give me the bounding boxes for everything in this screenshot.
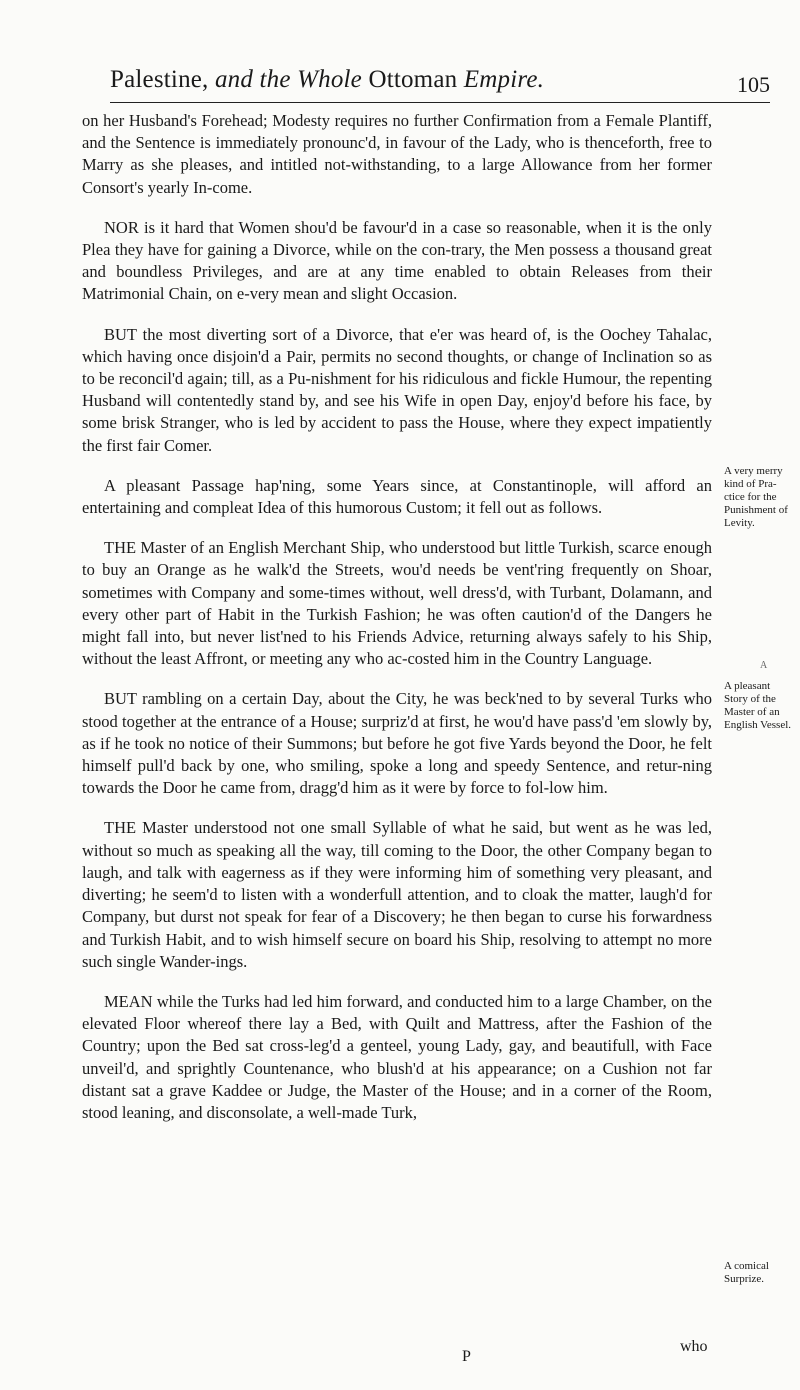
paragraph-3: BUT the most diverting sort of a Divorce, that e'er was heard of, is the Oochey Tahalac, which having once disjoin'd a Pair, permits no second thoughts, or change of Inclination so as to be reconcil'd again; till, as a Pu-nishment for his ridiculous and fickle Humour, the repenting Husband will contentedly stand by, and see his Wife in open Day, enjoy'd before his face, by some brisk Stranger, who is led by accident to pass the House, where they expect impatiently the first fair Comer.: [82, 324, 712, 455]
running-title-connector: and the Whole: [214, 66, 362, 93]
margin-note-master-story: A pleasant Story of the Master of an English Vessel.: [724, 680, 792, 731]
catchword: who: [680, 1338, 708, 1355]
signature-mark: P: [462, 1348, 471, 1365]
running-title: [110, 66, 544, 94]
page-number: 105: [737, 72, 770, 97]
running-title-empire: Empire.: [463, 66, 545, 93]
paragraph-2: NOR is it hard that Women shou'd be favour'd in a case so reasonable, when it is the only Plea they have for gaining a Divorce, while on the con-trary, the Men possess a thousand great and boundless Privileges, and are at any time enabled to obtain Releases from their Matrimonial Chain, on e-very mean and slight Occasion.: [82, 217, 712, 304]
paragraph-7: THE Master understood not one small Syllable of what he said, but went as he was led, without so much as speaking all the way, till coming to the Door, the other Company began to laugh, and talk with eagerness as if they were informing him of something very pleasant, and diverting; he seem'd to listen with a wonderfull attention, and to cloak the matter, laugh'd for Company, but durst not speak for fear of a Discovery; he then began to curse his forwardness and Turkish Habit, and to wish himself secure on board his Ship, resolving to attempt no more such single Wander-ings.: [82, 818, 712, 971]
paragraph-1: on her Husband's Forehead; Modesty requires no further Confirmation from a Female Plantiff, and the Sentence is immediately pronounc'd, in favour of the Lady, who is thenceforth, free to Marry as she pleases, and intitled not-withstanding, to a large Allowance from her former Consort's yearly In-come.: [82, 111, 712, 197]
paragraph-8: MEAN while the Turks had led him forward, and conducted him to a large Chamber, on the elevated Floor whereof there lay a Bed, with Quilt and Mattress, after the Fashion of the Country; upon the Bed sat cross-leg'd a genteel, young Lady, gay, and beautifull, with Face unveil'd, and sprightly Countenance, who blush'd at his appearance; on a Cushion not far distant sat a grave Kaddee or Judge, the Master of the House; and in a corner of the Room, stood leaning, and disconsolate, a well-made Turk,: [82, 991, 712, 1122]
body-text: [82, 110, 712, 1142]
running-title-empire-name: Ottoman: [368, 66, 458, 93]
paragraph-4: A pleasant Passage hap'ning, some Years since, at Constantinople, will afford an entertaining and compleat Idea of this humorous Custom; it fell out as follows.: [82, 475, 712, 518]
paragraph-6: BUT rambling on a certain Day, about the City, he was beck'ned to by several Turks who stood together at the entrance of a House; surpriz'd at first, he wou'd have pass'd 'em slowly by, as if he took no notice of their Summons; but before he got five Yards beyond the Door, he felt himself pull'd back by one, who smiling, spoke a long and speedy Sentence, and retur-ning towards the Door he came from, dragg'd him as it were by force to fol-low him.: [82, 689, 712, 798]
running-header: [110, 62, 770, 103]
paragraph-5: THE Master of an English Merchant Ship, who understood but little Turkish, scarce enough to buy an Orange as he walk'd the Streets, wou'd needs be vent'ring frequently on Shoar, sometimes with Company and some-times without, well dress'd, with Turbant, Dolamann, and every other part of Habit in the Turkish Fashion; he was often caution'd of the Dangers he might fall into, but never list'ned to his Friends Advice, returning always safely to his Ship, without the least Affront, or meeting any who ac-costed him in the Country Language.: [82, 538, 712, 669]
margin-note-levity: A very merry kind of Pra-ctice for the Punishment of Levity.: [724, 465, 788, 529]
margin-note-surprize: A comical Surprize.: [724, 1260, 769, 1285]
running-title-place: Palestine,: [110, 66, 209, 93]
stray-mark: A: [760, 660, 768, 671]
